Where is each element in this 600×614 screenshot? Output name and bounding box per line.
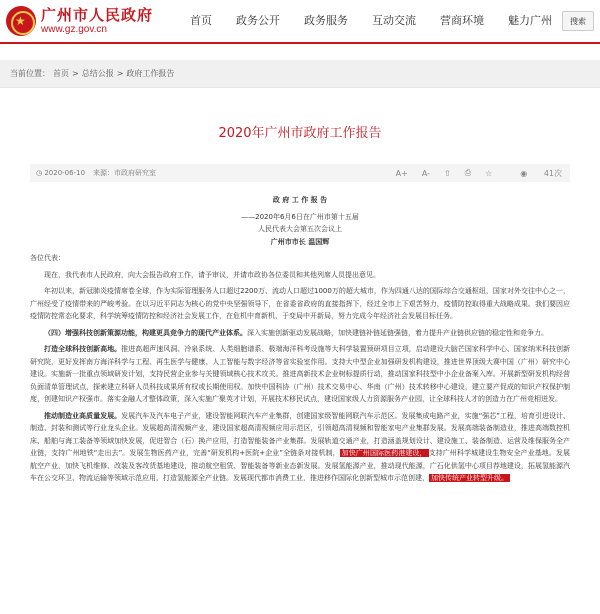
national-emblem-icon (6, 6, 36, 36)
doc-paragraph (30, 410, 570, 485)
nav-interaction[interactable]: 互动交流 (372, 14, 416, 27)
section-title: （四）增强科技创新策源功能，构建更具竞争力的现代产业体系。 (44, 328, 247, 337)
site-name: 广州市人民政府 (41, 6, 154, 24)
main-nav (178, 0, 564, 42)
favorite-icon[interactable]: ☆ (485, 168, 493, 178)
nav-business-env[interactable]: 营商环境 (440, 14, 484, 27)
article-date: 2020-06-10 (44, 169, 86, 177)
clock-icon: ◷ (36, 169, 45, 177)
view-count: 41次 (543, 168, 562, 178)
doc-paragraph: 现在，我代表市人民政府，向大会报告政府工作，请予审议，并请市政协各位委员和其他列席人员提出意见。 (44, 270, 380, 279)
highlighted-text: 加快广州国际医药港建设， (341, 449, 427, 457)
doc-heading: 政 府 工 作 报 告 (272, 196, 328, 204)
nav-home[interactable]: 首页 (190, 14, 212, 27)
highlighted-text: 加快传统产业转型升级。 (431, 474, 508, 482)
font-increase-button[interactable]: A+ (395, 168, 408, 178)
breadcrumb-sep: > (72, 69, 79, 78)
site-header (0, 0, 600, 44)
print-icon[interactable]: ⎙ (464, 168, 472, 177)
section-title: 推动制造业高质量发展。 (44, 411, 122, 420)
article-body (30, 194, 570, 485)
article-meta-bar (30, 164, 570, 182)
breadcrumb-sep: > (116, 69, 124, 78)
doc-author: 广州市市长 温国辉 (270, 237, 330, 246)
share-icon[interactable]: ⇧ (444, 168, 451, 178)
section-text: 支持广州科学城建设生物安全产业基地。发展航空产业，加快飞机维修、改装及客改货基地建设，推动航空租赁、智能装备等新业态新发展。发展氢能源产业，推动现代能源，广石化供氢中心项目荐地建设，拓展氢能源汽车在公交环卫、物流运输等领域示范应用，打造氢能源全产业链。发展现代都市消费工业，推进移作国际化创新型城市示范创建， (30, 449, 570, 482)
doc-greeting: 各位代表： (30, 254, 65, 262)
section-text: 推进高超声速风洞、冷泉系统、人类细胞谱系、极端海洋科考设施等大科学装置预研项目立项，启动建设大脑芒国家科学中心、国家纳米科技创新研究院，更好发挥南方海洋科学与工程、再生医学与健康、人工智能与数字经济等省实验室作用。支持大中型企业加强研发机构建设，推进世界顶级大赛中国（广州）研究中心建设。实施新一批重点领域研发计划，支持民营企业参与关键领域核心技术攻关。推进高新技术企业树标提质行动，推动国家科技型中小企业备案入库。开展新型研发机构经营负面清单管理试点，探索建立科研人员科技成果所有权或长期使用权。加快中国科协（广州）技术交易中心、华南（广州）技术转移中心建设，建立要产促成的知识产权保护制度，创建知识产权强市。落实金融人才整体政策，深入实施广聚英才计划，开展技术移民试点，建设国家级人力资源服务产业园，让全球科技人才的创造力在广州竞相迸发。 (30, 345, 571, 403)
font-decrease-button[interactable]: A- (421, 168, 430, 178)
article-title: 2020年广州市政府工作报告 (218, 126, 382, 141)
views-icon: ◉ (520, 168, 528, 178)
search-button[interactable]: 搜索 (562, 11, 594, 31)
article-main (0, 122, 600, 485)
breadcrumb-summary[interactable]: 总结公报 (81, 69, 114, 78)
site-url: www.gz.gov.cn (41, 24, 107, 35)
doc-subtitle-2: 人民代表大会第五次会议上 (258, 225, 342, 233)
breadcrumb-current[interactable]: 政府工作报告 (126, 69, 175, 78)
breadcrumb-label: 当前位置： (10, 69, 50, 78)
site-logo[interactable] (6, 6, 156, 36)
breadcrumb-home[interactable]: 首页 (53, 69, 69, 78)
article-source: 来源：市政府研究室 (93, 169, 157, 177)
nav-gov-services[interactable]: 政务服务 (304, 14, 348, 27)
breadcrumb (0, 60, 600, 88)
doc-paragraph (30, 327, 570, 340)
doc-paragraph: 年初以来，新冠肺炎疫情席卷全球，作为实际管理服务人口超过2200万、流动人口超过1000万的超大城市，作为四通八达的国际综合交通枢纽，国家对外交往中心之一，广州经受了疫情带来的严峻考验。在以习近平同志为核心的党中央坚强领导下，在省委省政府的直接指挥下，经过全市上下艰苦努力，疫情防控取得重大战略成果。我们要因应疫情防控常态化要求，科学统筹疫情防控和经济社会发展工作，在危机中育新机、于变局中开新局，努力完成今年经济社会发展目标任务。 (30, 287, 570, 320)
section-text: 深入实施创新驱动发展战略，加快建链补链延链强链，着力提升产业链供应链的稳定性和竞争力。 (247, 328, 548, 337)
section-text: 发展汽车及汽车电子产业，建设智能网联汽车产业集群，创建国家级智能网联汽车示范区。发展集成电路产业，实施“强芯”工程，培育引进设计、制造、封装和测试等行业龙头企业。发展超高清视频产业，建设国家超高清视频应用示范区，引领超高清视频和智能家电产业集群发展。发展高端装备制造业，推进高端数控机床、船舶与海工装备等领域加快发展，促进智合（石）换产应用，打造智能装备产业集群。发展轨道交通产业，打造涵盖规划设计、建设施工、装备制造、运营及维保服务全产业链，支持广州地铁“走出去”。发展生物医药产业，完善“研发机构+医院+企业”全链条对接机制， (30, 411, 570, 457)
nav-charm-guangzhou[interactable]: 魅力广州 (508, 14, 552, 27)
doc-subtitle-1: ——2020年6月6日在广州市第十五届 (241, 212, 359, 221)
nav-gov-affairs-open[interactable]: 政务公开 (236, 14, 280, 27)
section-title: 打造全球科技创新高地。 (44, 345, 122, 353)
doc-paragraph (30, 343, 570, 406)
